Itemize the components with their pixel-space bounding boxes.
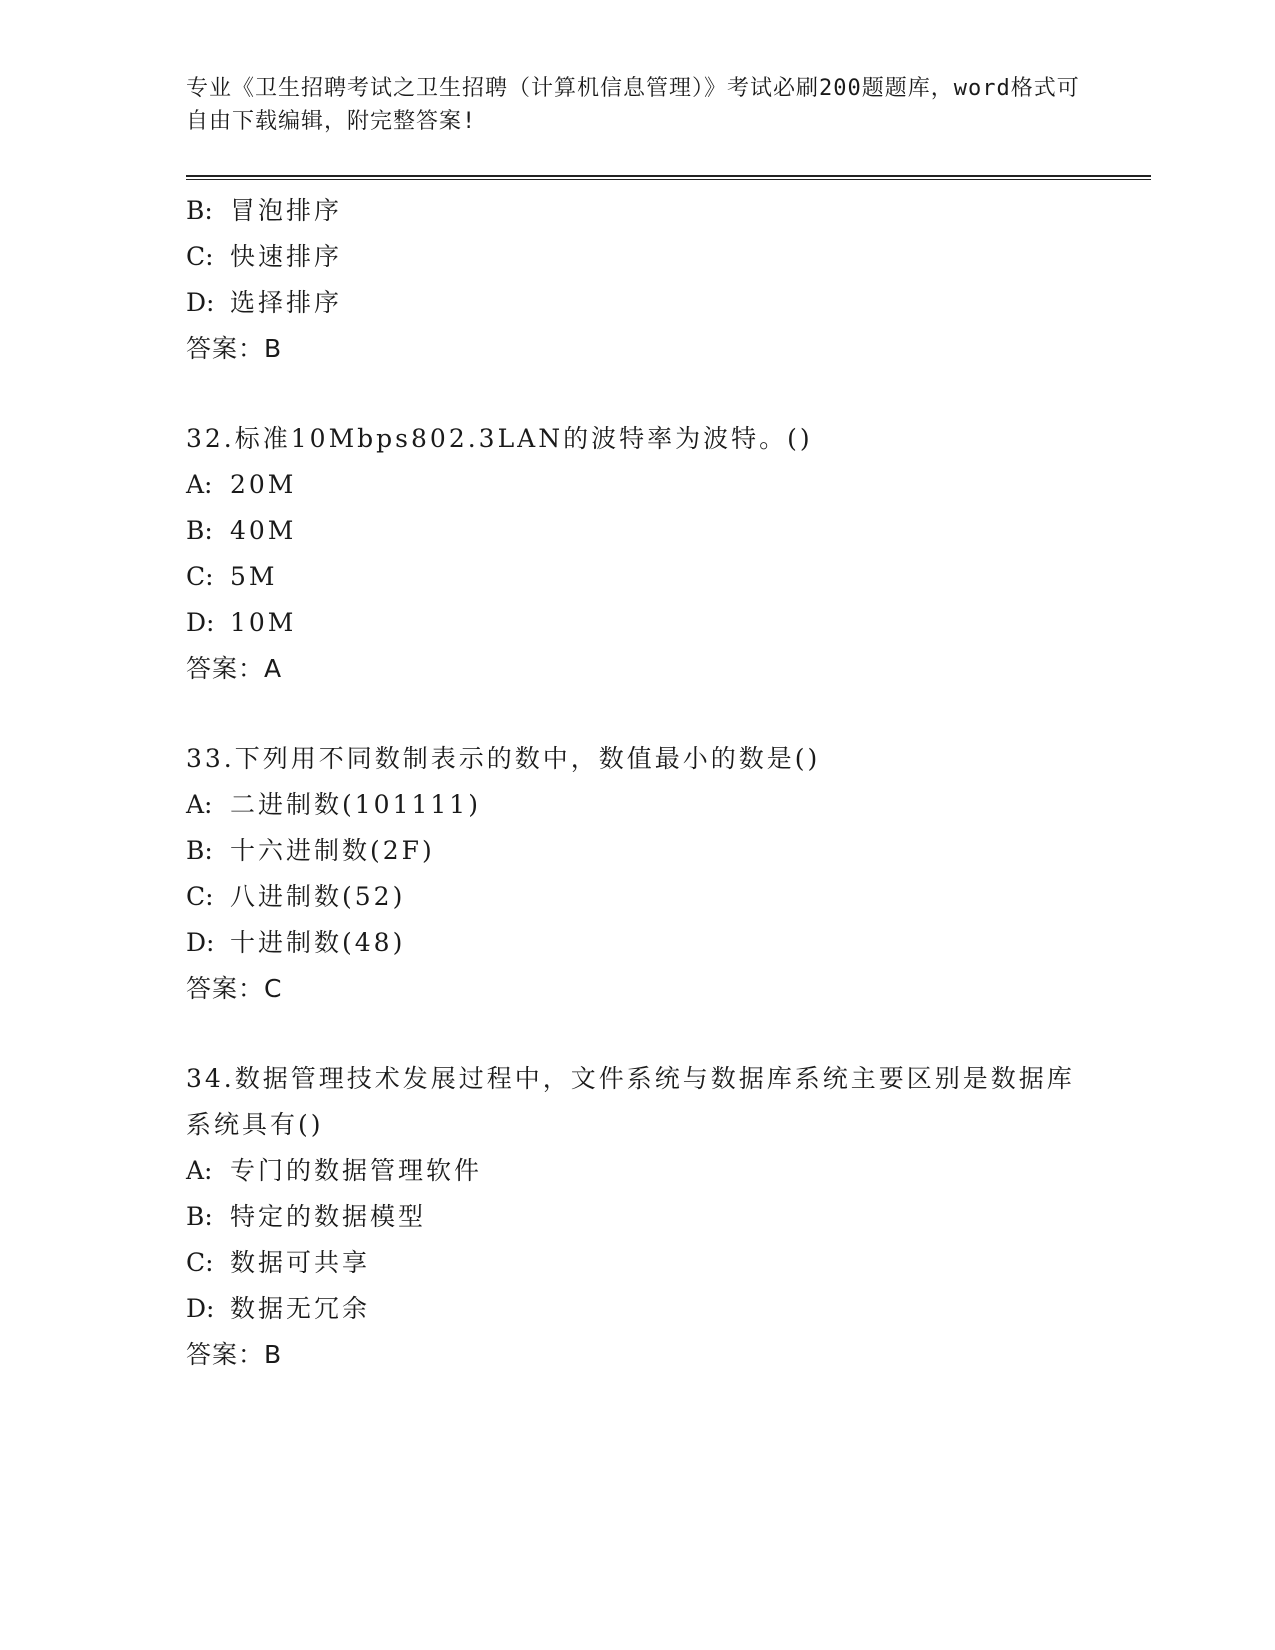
option-d: D: 选择排序 [186,288,343,317]
question-34 [186,1056,1086,1378]
document-header [186,72,1086,138]
option-d: D: 10M [186,608,297,637]
option-b: B: 十六进制数(2F) [186,836,435,865]
option-c: C: 数据可共享 [186,1248,371,1277]
question-stem: 32.标准10Mbps802.3LAN的波特率为波特。() [186,424,813,453]
question-partial [186,188,1086,372]
question-33 [186,736,1086,1012]
option-d: D: 数据无冗余 [186,1294,371,1323]
option-a: A: 二进制数(101111) [186,790,481,819]
question-stem: 33.下列用不同数制表示的数中，数值最小的数是() [186,744,821,773]
option-a: A: 20M [186,470,297,499]
question-32 [186,416,1086,692]
option-b: B: 冒泡排序 [186,196,343,225]
header-title: 专业《卫生招聘考试之卫生招聘（计算机信息管理）》考试必刷200题题库，word格式可自由下载编辑，附完整答案! [186,76,1080,134]
option-a: A: 专门的数据管理软件 [186,1156,483,1185]
option-b: B: 40M [186,516,297,545]
option-c: C: 5M [186,562,278,591]
header-divider [186,175,1151,180]
option-c: C: 快速排序 [186,242,343,271]
question-list [186,188,1086,1378]
option-c: C: 八进制数(52) [186,882,406,911]
answer-line: 答案：B [186,1340,283,1369]
question-stem: 34.数据管理技术发展过程中，文件系统与数据库系统主要区别是数据库系统具有() [186,1064,1075,1139]
answer-line: 答案：A [186,654,283,683]
option-b: B: 特定的数据模型 [186,1202,427,1231]
answer-line: 答案：C [186,974,283,1003]
option-d: D: 十进制数(48) [186,928,406,957]
answer-line: 答案：B [186,334,283,363]
